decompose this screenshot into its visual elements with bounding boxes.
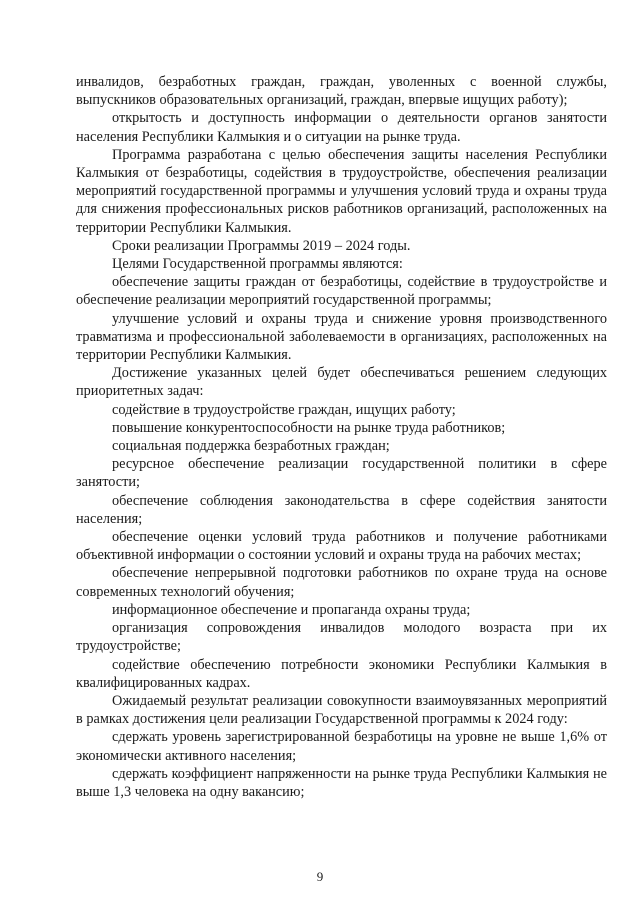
paragraph: Целями Государственной программы являются: (112, 256, 403, 273)
paragraph: Сроки реализации Программы 2019 – 2024 годы. (112, 237, 411, 254)
paragraph: обеспечение соблюдения законодательства в сфере содействия занятости населения; (76, 492, 607, 527)
paragraph: обеспечение оценки условий труда работников и получение работниками объективной информации о состоянии условий и охраны труда на рабочих местах; (76, 529, 607, 564)
paragraph: сдержать коэффициент напряженности на рынке труда Республики Калмыкия не выше 1,3 человека на одну вакансию; (76, 765, 607, 800)
paragraph: открытость и доступность информации о деятельности органов занятости населения Республики Калмыкия и о ситуации на рынке труда. (76, 110, 607, 145)
body-text (76, 73, 607, 801)
paragraph: улучшение условий и охраны труда и снижение уровня производственного травматизма и профессиональной заболеваемости в организациях, расположенных на территории Республики Калмыкия. (76, 310, 607, 364)
paragraph: обеспечение непрерывной подготовки работников по охране труда на основе современных технологий обучения; (76, 565, 607, 600)
paragraph: ресурсное обеспечение реализации государственной политики в сфере занятости; (76, 456, 607, 491)
paragraph: содействие в трудоустройстве граждан, ищущих работу; (112, 401, 456, 418)
paragraph: повышение конкурентоспособности на рынке труда работников; (112, 419, 506, 436)
paragraph: информационное обеспечение и пропаганда охраны труда; (112, 601, 471, 618)
page-number: 9 (316, 869, 324, 884)
paragraph: Достижение указанных целей будет обеспечиваться решением следующих приоритетных задач: (76, 365, 607, 400)
paragraph: инвалидов, безработных граждан, граждан, уволенных с военной службы, выпускников образовательных организаций, граждан, впервые ищущих работу); (76, 74, 607, 109)
paragraph: социальная поддержка безработных граждан; (112, 438, 390, 455)
paragraph: обеспечение защиты граждан от безработицы, содействие в трудоустройстве и обеспечение реализации мероприятий государственной программы; (76, 274, 607, 309)
paragraph: содействие обеспечению потребности экономики Республики Калмыкия в квалифицированных кадрах. (76, 656, 607, 691)
paragraph: организация сопровождения инвалидов молодого возраста при их трудоустройстве; (76, 620, 607, 655)
paragraph: Программа разработана с целью обеспечения защиты населения Республики Калмыкия от безработицы, содействия в трудоустройстве, обеспечения реализации мероприятий государственной программы и улучшения условий труда и охраны труда для снижения профессиональных рисков работников организаций, расположенных на территории Республики Калмыкия. (76, 146, 607, 236)
paragraph: сдержать уровень зарегистрированной безработицы на уровне не выше 1,6% от экономически активного населения; (76, 729, 607, 764)
paragraph: Ожидаемый результат реализации совокупности взаимоувязанных мероприятий в рамках достижения цели реализации Государственной программы к 2024 году: (76, 692, 607, 728)
